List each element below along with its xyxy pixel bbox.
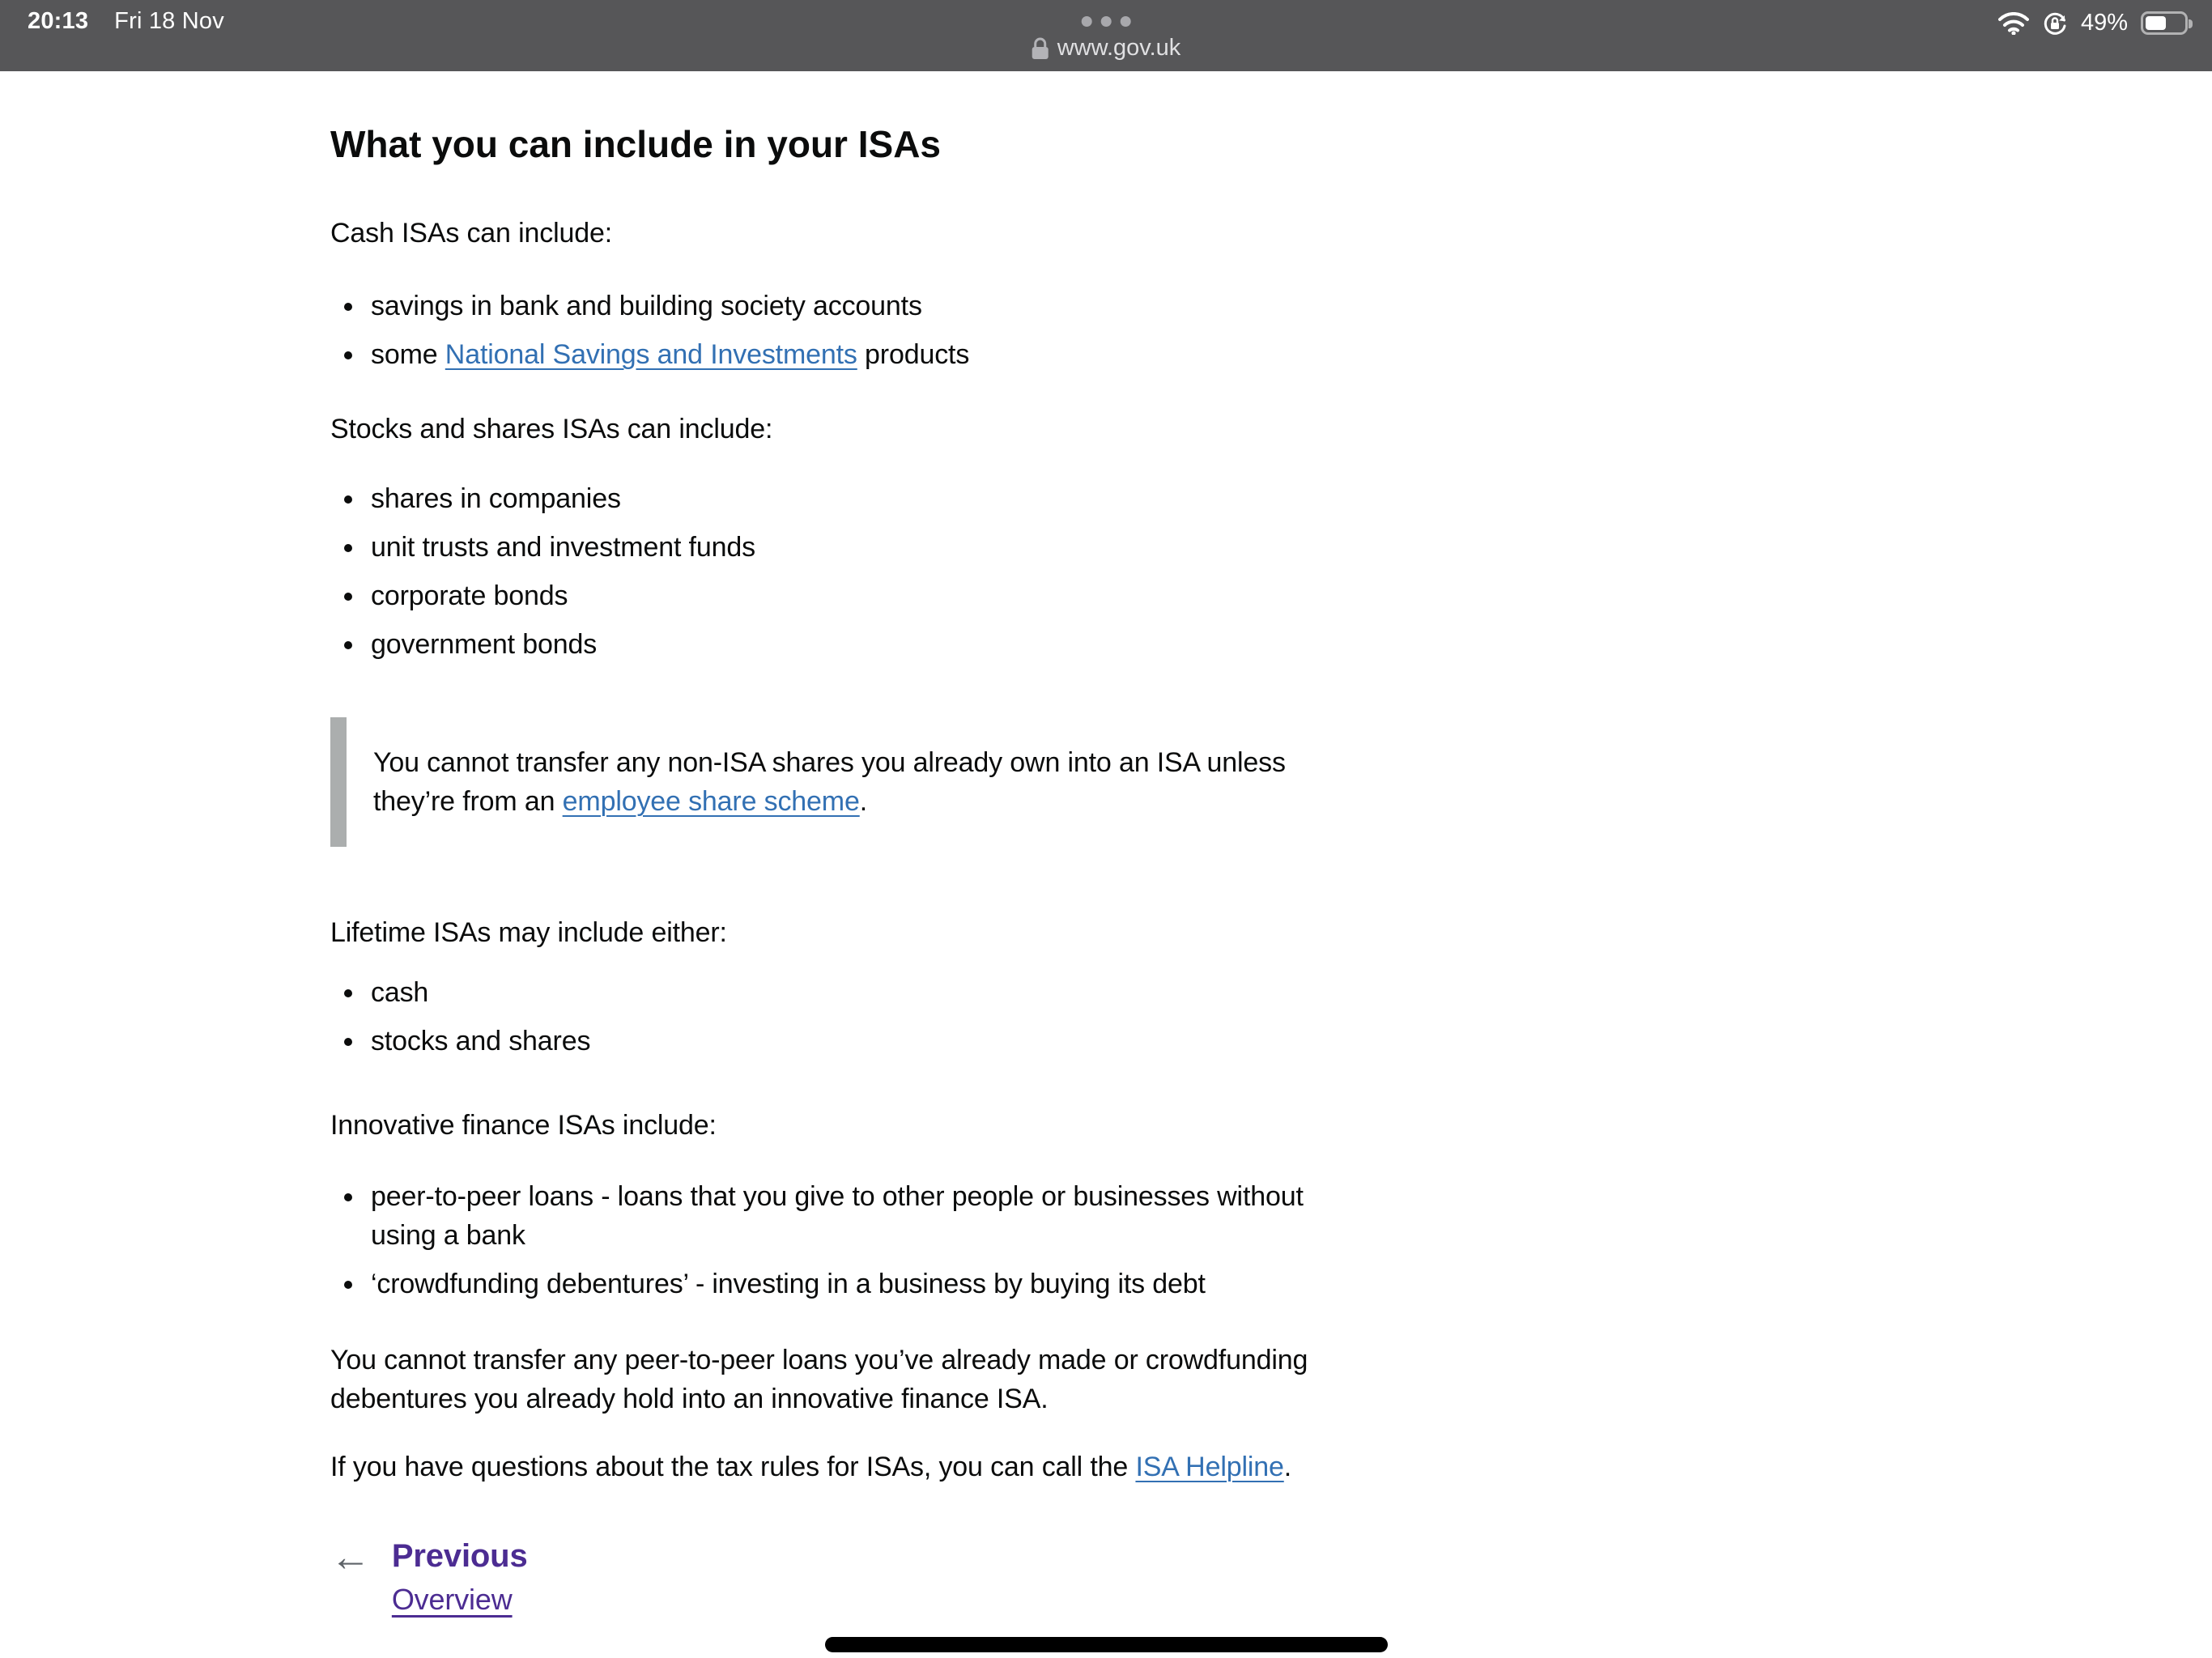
list-item-text: some	[371, 339, 445, 370]
pagination-previous	[330, 1534, 1352, 1619]
inset-text-body: .	[859, 786, 868, 817]
list-item-text: government bonds	[371, 629, 598, 660]
list-item-text: cash	[371, 977, 429, 1008]
lock-icon	[1032, 37, 1049, 60]
list-item	[366, 576, 1352, 615]
pagination-text	[392, 1537, 528, 1619]
list-item	[366, 973, 1352, 1012]
lifetime-list	[330, 973, 1352, 1061]
transfer-note: You cannot transfer any peer-to-peer loans you’ve already made or crowdfunding debentures you already hold into an innovative finance ISA.	[330, 1345, 1308, 1414]
nsi-link[interactable]: National Savings and Investments	[445, 339, 857, 370]
list-item-text: peer-to-peer loans - loans that you give to other people or businesses without using a bank	[371, 1181, 1304, 1251]
wifi-icon	[1998, 12, 2029, 35]
list-item	[366, 1265, 1352, 1303]
date: Fri 18 Nov	[114, 8, 224, 34]
innovative-list	[330, 1177, 1352, 1303]
helpline-paragraph	[330, 1448, 1352, 1486]
helpline-text: .	[1283, 1452, 1292, 1482]
innovative-intro: Innovative finance ISAs include:	[330, 1110, 717, 1141]
back-arrow-icon: ←	[330, 1534, 371, 1579]
status-right	[1998, 10, 2188, 36]
page-title: What you can include in your ISAs	[330, 123, 941, 165]
list-item-text: unit trusts and investment funds	[371, 532, 755, 563]
previous-button[interactable]: Previous	[391, 1538, 528, 1574]
list-item	[366, 287, 1352, 325]
list-item	[366, 1177, 1352, 1255]
ellipsis-icon[interactable]	[1081, 16, 1130, 27]
list-item-text: ‘crowdfunding debentures’ - investing in a business by buying its debt	[371, 1269, 1206, 1299]
list-item	[366, 1022, 1352, 1061]
orientation-lock-icon	[2042, 11, 2068, 36]
list-item-text: corporate bonds	[371, 580, 568, 611]
status-left	[28, 8, 224, 35]
overview-link[interactable]: Overview	[391, 1583, 513, 1616]
status-center	[1032, 0, 1181, 62]
article	[330, 71, 1352, 1619]
list-item-text: products	[857, 339, 970, 370]
clock: 20:13	[28, 8, 89, 34]
home-indicator[interactable]	[825, 1637, 1388, 1652]
list-item	[366, 528, 1352, 567]
cash-list	[330, 287, 1352, 374]
lifetime-intro: Lifetime ISAs may include either:	[330, 917, 727, 948]
stocks-intro: Stocks and shares ISAs can include:	[330, 414, 773, 444]
status-bar	[0, 0, 2212, 71]
list-item-text: stocks and shares	[371, 1026, 591, 1056]
inset-text-body: You cannot transfer any non-ISA shares you already own into an ISA unless they’re from an	[373, 747, 1286, 817]
battery-percent: 49%	[2080, 10, 2128, 36]
url-bar[interactable]	[1032, 35, 1181, 62]
list-item-text: shares in companies	[371, 483, 621, 514]
list-item	[366, 625, 1352, 664]
list-item	[366, 335, 1352, 374]
stocks-list	[330, 479, 1352, 664]
battery-icon	[2141, 11, 2188, 35]
cash-intro: Cash ISAs can include:	[330, 218, 613, 249]
list-item	[366, 479, 1352, 518]
inset-text	[330, 717, 1352, 847]
helpline-text: If you have questions about the tax rules for ISAs, you can call the	[330, 1452, 1136, 1482]
isa-helpline-link[interactable]: ISA Helpline	[1135, 1452, 1284, 1482]
url-text: www.gov.uk	[1057, 35, 1181, 61]
employee-share-scheme-link[interactable]: employee share scheme	[562, 786, 860, 817]
list-item-text: savings in bank and building society accounts	[371, 291, 922, 321]
